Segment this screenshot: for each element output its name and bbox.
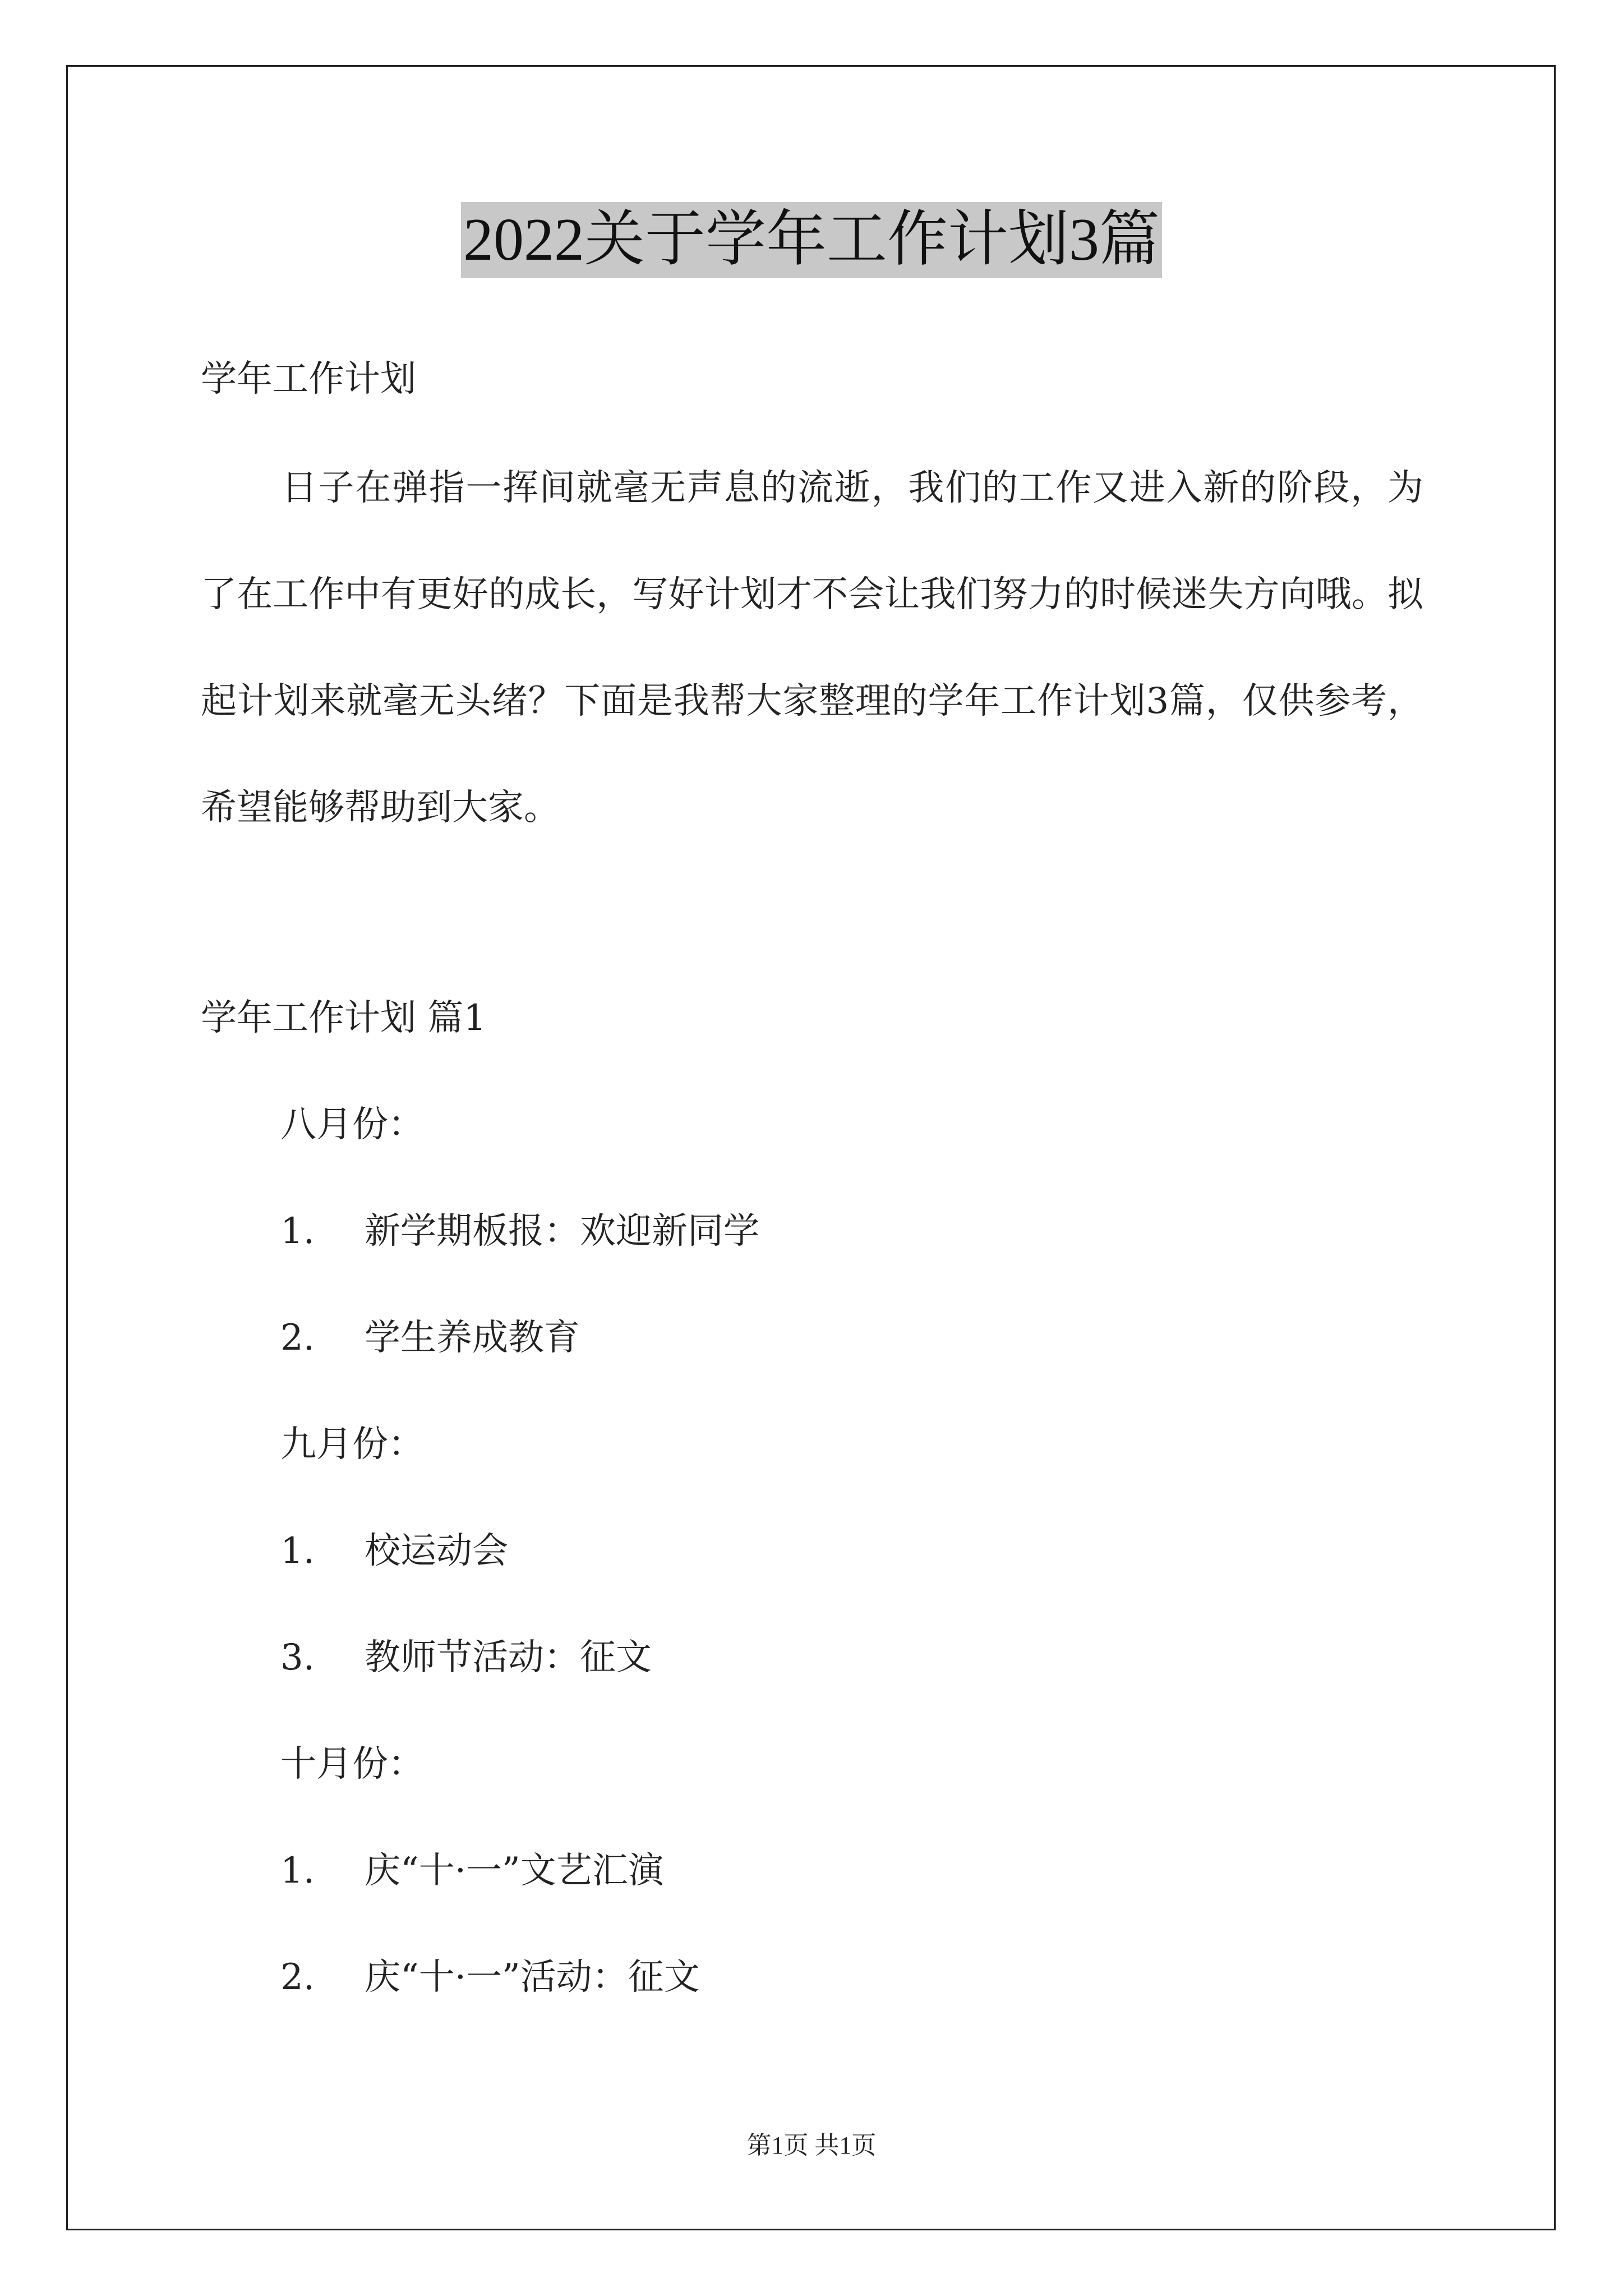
page-footer: 第1页 共1页 bbox=[746, 2132, 877, 2159]
month-label-september: 九月份： bbox=[280, 1424, 424, 1465]
month-label-october: 十月份： bbox=[280, 1743, 424, 1785]
document-title: 2022关于学年工作计划3篇 bbox=[461, 202, 1162, 278]
list-item-number: 2. bbox=[280, 1957, 315, 1998]
intro-paragraph bbox=[201, 435, 1423, 861]
list-item-number: 3. bbox=[280, 1637, 315, 1678]
month-label-august: 八月份： bbox=[280, 1104, 424, 1145]
intro-paragraph-text: 日子在弹指一挥间就毫无声息的流逝，我们的工作又进入新的阶段，为了在工作中有更好的成长，写好计划才不会让我们努力的时候迷失方向哦。拟起计划来就毫无头绪？下面是我帮大家整理的学年工作计划3篇，仅供参考，希望能够帮助到大家。 bbox=[201, 467, 1423, 829]
part-heading: 学年工作计划 篇1 bbox=[201, 997, 487, 1039]
list-item-text: 新学期板报：欢迎新同学 bbox=[365, 1211, 759, 1252]
list-item-number: 1. bbox=[280, 1530, 315, 1572]
list-item bbox=[280, 1955, 700, 2000]
list-item-text: 学生养成教育 bbox=[365, 1317, 580, 1359]
section-heading: 学年工作计划 bbox=[201, 358, 416, 400]
list-item-number: 2. bbox=[280, 1317, 315, 1359]
list-item-text: 庆“十·一”活动：征文 bbox=[365, 1957, 700, 1998]
list-item bbox=[280, 1315, 580, 1360]
list-item-text: 校运动会 bbox=[365, 1530, 508, 1572]
list-item-number: 1. bbox=[280, 1850, 315, 1892]
list-item bbox=[280, 1848, 664, 1893]
list-item bbox=[280, 1529, 508, 1573]
list-item bbox=[280, 1209, 759, 1254]
list-item-number: 1. bbox=[280, 1211, 315, 1252]
list-item-text: 教师节活动：征文 bbox=[365, 1637, 652, 1678]
title-container bbox=[0, 202, 1623, 278]
list-item bbox=[280, 1635, 652, 1680]
list-item-text: 庆“十·一”文艺汇演 bbox=[365, 1850, 664, 1892]
